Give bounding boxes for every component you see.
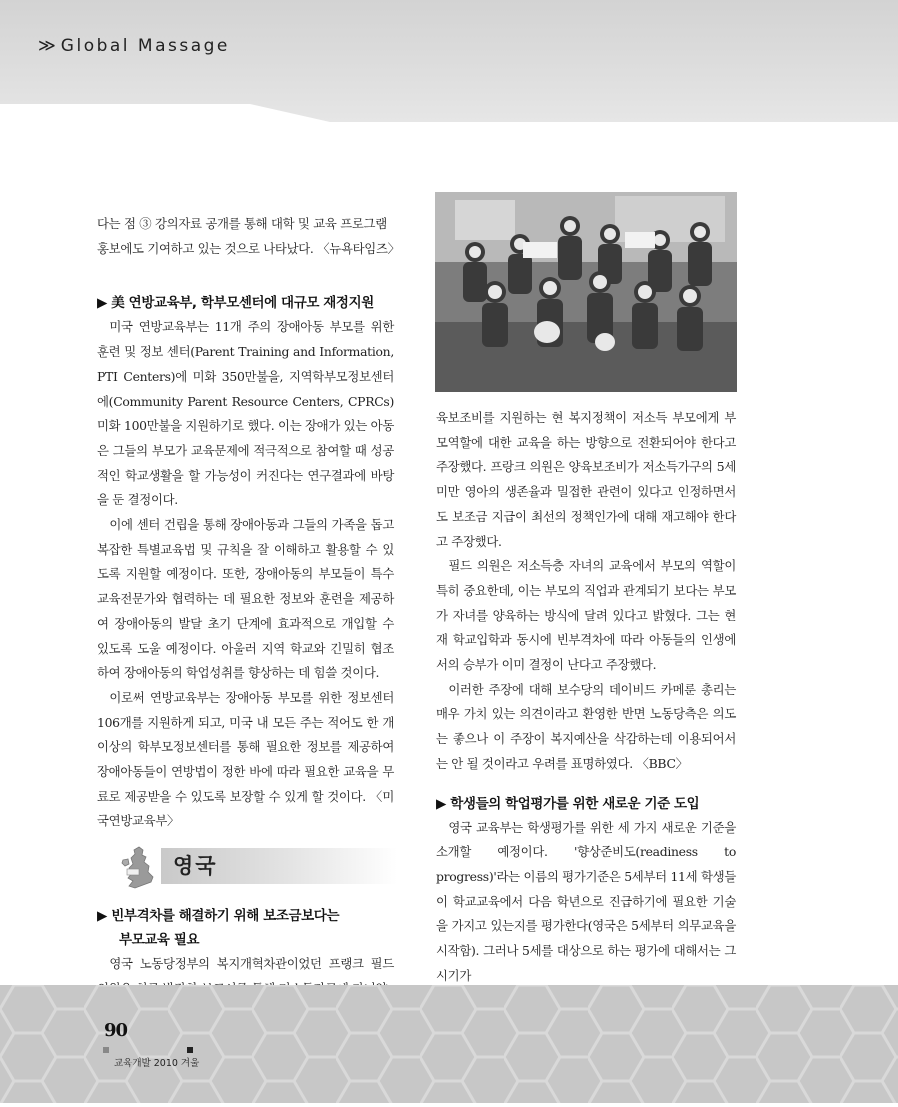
right-column: [436, 406, 736, 988]
intro-line: 홍보에도 기여하고 있는 것으로 나타났다. 〈뉴욕타임즈〉: [97, 240, 400, 256]
article-heading: ▶ 美 연방교육부, 학부모센터에 대규모 재정지원: [97, 295, 374, 312]
article-paragraph: 영국 노동당정부의 복지개혁차관이었던 프랭크 필드: [109, 956, 394, 972]
article-paragraph: 영국 교육부는 학생평가를 위한 세 가지 새로운 기준을 소개할 예정이다. '향상준비도(readiness to progress)'라는 이름의 평가기준은 5세부터 11세 학생들이 학교교육에서 다음 학년으로 진급하기에 필요한 기술을 가지고 있는지를 평가한다(영국은 5세부터 의무교육을 시작함). 그러나 5세를 대상으로 하는 평가에 대해서는 그 시기가: [436, 819, 736, 983]
section-title: Global Massage: [60, 36, 230, 56]
hexagon-pattern: [0, 985, 898, 1103]
article-paragraph: 이에 센터 건립을 통해 장애아동과 그들의 가족을 돕고 복잡한 특별교육법 및 규칙을 잘 이해하고 활용할 수 있도록 지원할 예정이다. 또한, 장애아동의 부모들이 특수교육전문가와 협력하는 데 필요한 정보와 훈련을 제공하여 장애아동의 발달 초기 단계에 효과적으로 개입할 수 있도록 도울 예정이다. 아울러 지역 학교와 긴밀히 협조하여 장애아동의 학업성취를 향상하는 데 힘쓸 것이다.: [97, 517, 394, 681]
footer-band: [0, 985, 898, 1103]
issue-label: 교육개발 2010 겨울: [114, 1058, 200, 1069]
square-marker-icon: [103, 1047, 109, 1053]
article-paragraph: 미국 연방교육부는 11개 주의 장애아동 부모를 위한 훈련 및 정보 센터(Parent Training and Information, PTI Centers)에 미화 350만불을, 지역학부모정보센터에(Community Parent Resource Centers, CPRCs) 미화 100만불을 지원하기로 했다. 이는 장애가 있는 아동은 그들의 부모가 교육문제에 적극적으로 참여할 때 성공적인 학교생활을 할 가능성이 커진다는 연구결과에 바탕을 둔 결정이다.: [97, 319, 394, 508]
uk-map-icon: [113, 844, 161, 892]
page-number: 90: [104, 1020, 128, 1041]
intro-line: 다는 점 ③ 강의자료 공개를 통해 대학 및 교육 프로그램: [97, 216, 387, 231]
double-chevron-icon: ≫: [38, 36, 56, 56]
left-column: [97, 212, 400, 1002]
header-band: [0, 0, 898, 122]
article-heading-line: 부모교육 필요: [119, 932, 200, 949]
classroom-photo-illustration: [435, 192, 737, 392]
section-label: 영국: [173, 854, 218, 879]
article-paragraph: 육보조비를 지원하는 현 복지정책이 저소득 부모에게 부모역할에 대한 교육을 하는 방향으로 전환되어야 한다고 주장했다. 프랑크 의원은 양육보조비가 저소득가구의 5세 미만 영아의 생존율과 밀접한 관련이 있다고 인정하면서도 보조금 지급이 최선의 정책인가에 대해 재고해야 한다고 주장했다.: [436, 410, 736, 549]
section-banner: [97, 842, 394, 894]
article-heading: ▶ 학생들의 학업평가를 위한 새로운 기준 도입: [436, 795, 700, 812]
article-paragraph: 이러한 주장에 대해 보수당의 데이비드 카메룬 총리는 매우 가치 있는 의견이라고 환영한 반면 노동당측은 의도는 좋으나 이 주장이 복지예산을 삭감하는데 이용되어서는 안 될 것이라고 우려를 표명하였다. 〈BBC〉: [436, 681, 736, 771]
running-header: [38, 36, 230, 56]
students-photo: [435, 192, 737, 392]
article-paragraph: 필드 의원은 저소득층 자녀의 교육에서 부모의 역할이 특히 중요한데, 이는 부모의 직업과 관계되기 보다는 부모가 자녀를 양육하는 방식에 달려 있다고 밝혔다. 그는 현재 학교입학과 동시에 빈부격차에 따라 아동들의 인생에서의 승부가 이미 결정이 난다고 주장했다.: [436, 558, 736, 673]
article-paragraph: 이로써 연방교육부는 장애아동 부모를 위한 정보센터 106개를 지원하게 되고, 미국 내 모든 주는 적어도 한 개 이상의 학부모정보센터를 통해 필요한 정보를 제공하여 장애아동들이 연방법이 정한 바에 따라 필요한 교육을 무료로 제공받을 수 있도록 보장할 수 있게 할 것이다. 〈미국연방교육부〉: [97, 689, 394, 829]
article-heading-line: ▶ 빈부격차를 해결하기 위해 보조금보다는: [97, 908, 340, 925]
article-heading: [97, 904, 394, 952]
square-marker-icon: [187, 1047, 193, 1053]
